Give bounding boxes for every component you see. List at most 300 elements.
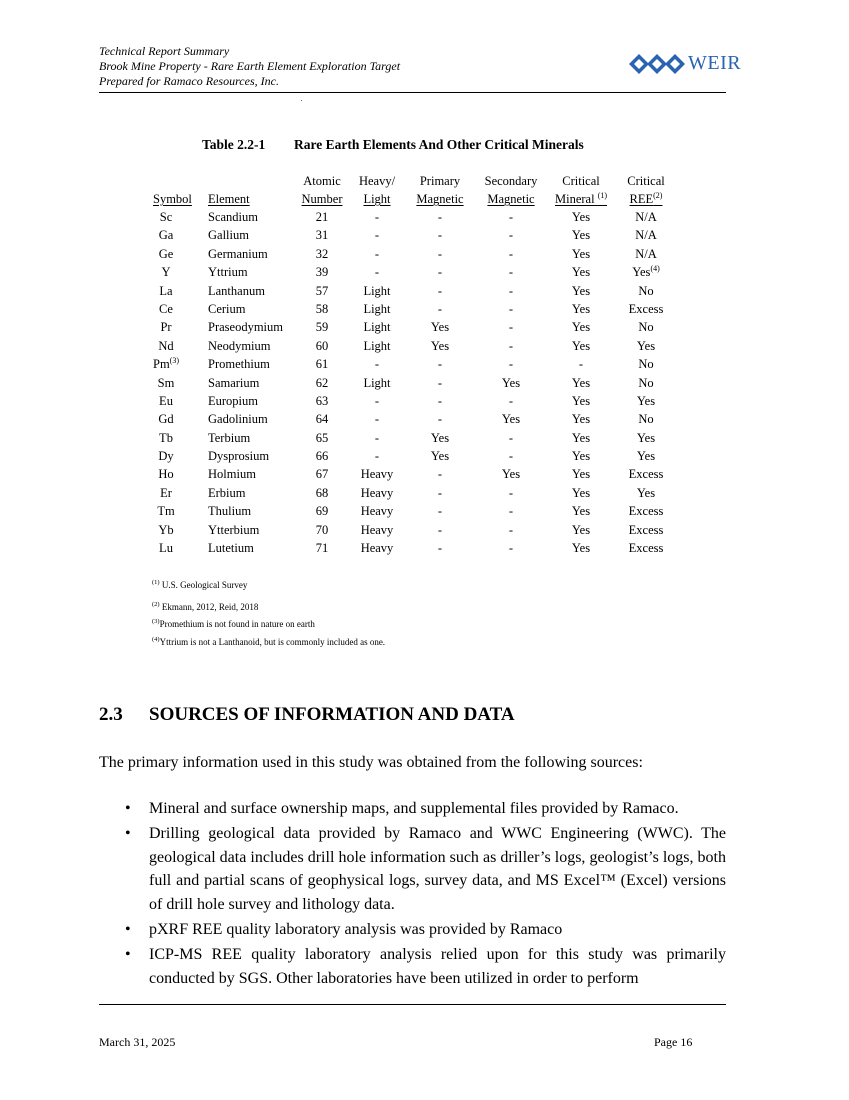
cell-symbol-text: Tb — [159, 430, 173, 445]
cell-heavy-light-text: - — [374, 412, 380, 427]
cell-heavy-light — [361, 484, 394, 502]
cell-primary-magnetic — [438, 502, 442, 520]
cell-critical-mineral-text: Yes — [571, 393, 591, 408]
cell-symbol — [158, 447, 173, 465]
cell-atomic-number-text: 66 — [315, 449, 329, 464]
header-critical: Critical — [562, 174, 600, 188]
cell-symbol — [159, 245, 174, 263]
cell-critical-ree-text: Excess — [628, 522, 664, 537]
footnote — [152, 580, 247, 590]
header-element: Element — [208, 192, 250, 206]
cell-element — [208, 300, 246, 318]
cell-critical-ree-text: Yes — [636, 485, 656, 500]
section-intro: The primary information used in this study was obtained from the following sources: — [99, 754, 643, 771]
cell-heavy-light-text: Heavy — [360, 522, 394, 537]
cell-heavy-light — [375, 392, 379, 410]
cell-critical-ree — [637, 429, 655, 447]
cell-primary-magnetic — [438, 410, 442, 428]
cell-element-text: Dysprosium — [208, 449, 270, 464]
cell-critical-ree-text: No — [638, 412, 654, 427]
cell-symbol — [161, 263, 170, 281]
cell-critical-mineral-text: Yes — [571, 210, 591, 224]
cell-primary-magnetic — [438, 263, 442, 281]
header-critical-mineral — [555, 190, 607, 208]
header-critical-ree — [630, 190, 663, 208]
cell-heavy-light-text: Heavy — [360, 485, 394, 500]
cell-atomic-number — [316, 282, 329, 300]
cell-critical-mineral — [572, 502, 590, 520]
cell-element-text: Promethium — [208, 357, 270, 372]
cell-heavy-light-text: Light — [363, 301, 391, 316]
cell-heavy-light — [361, 521, 394, 539]
cell-element-text: Yttrium — [208, 265, 248, 280]
cell-heavy-light-text: Heavy — [360, 467, 394, 482]
cell-element — [208, 465, 256, 483]
cell-primary-magnetic — [431, 429, 449, 447]
cell-atomic-number-text: 68 — [315, 485, 329, 500]
cell-primary-magnetic — [438, 484, 442, 502]
cell-secondary-magnetic-text: - — [508, 320, 514, 335]
cell-heavy-light — [375, 410, 379, 428]
cell-critical-ree-text: Yes — [636, 449, 656, 464]
cell-heavy-light-text: - — [374, 430, 380, 445]
cell-atomic-number-text: 58 — [315, 301, 329, 316]
cell-atomic-number — [316, 318, 329, 336]
cell-symbol — [159, 429, 173, 447]
cell-symbol-text: Ge — [158, 246, 174, 261]
cell-critical-ree-text: No — [638, 320, 654, 335]
cell-atomic-number — [316, 337, 329, 355]
cell-primary-magnetic — [438, 300, 442, 318]
cell-secondary-magnetic-text: - — [508, 210, 514, 224]
bullet-icon: • — [125, 945, 131, 963]
cell-critical-ree — [637, 447, 655, 465]
cell-secondary-magnetic — [502, 410, 520, 428]
cell-atomic-number — [316, 521, 329, 539]
cell-primary-magnetic-text: - — [437, 283, 443, 298]
cell-secondary-magnetic — [509, 429, 513, 447]
cell-symbol-text: Tm — [157, 504, 175, 519]
cell-secondary-magnetic-text: - — [508, 522, 514, 537]
cell-critical-mineral-text: Yes — [571, 265, 591, 280]
cell-heavy-light-text: Light — [363, 283, 391, 298]
cell-primary-magnetic — [438, 208, 442, 226]
cell-primary-magnetic — [438, 392, 442, 410]
cell-critical-ree — [638, 410, 653, 428]
cell-atomic-number — [316, 539, 329, 557]
header-secondary-magnetic: Magnetic — [487, 192, 535, 206]
cell-critical-ree-text: Excess — [628, 467, 664, 482]
cell-symbol — [157, 502, 174, 520]
cell-heavy-light — [375, 226, 379, 244]
cell-critical-ree — [638, 318, 653, 336]
cell-critical-mineral — [572, 392, 590, 410]
cell-secondary-magnetic — [509, 539, 513, 557]
footnote-text: Ekmann, 2012, Reid, 2018 — [159, 602, 259, 612]
cell-critical-ree — [635, 245, 657, 263]
cell-element-text: Neodymium — [208, 338, 271, 353]
cell-primary-magnetic-text: - — [437, 228, 443, 243]
cell-element-text: Thulium — [208, 504, 252, 519]
cell-critical-ree-text: Yes — [636, 393, 656, 408]
cell-secondary-magnetic-text: Yes — [501, 412, 521, 427]
cell-symbol-text: Pm — [152, 357, 170, 372]
cell-atomic-number — [316, 226, 329, 244]
cell-critical-ree-text: Excess — [628, 504, 664, 519]
cell-secondary-magnetic-text: - — [508, 393, 514, 408]
cell-critical-mineral — [572, 300, 590, 318]
section-title: SOURCES OF INFORMATION AND DATA — [149, 704, 515, 725]
cell-element — [208, 447, 269, 465]
footnote — [152, 637, 385, 647]
cell-primary-magnetic — [438, 355, 442, 373]
cell-critical-mineral-text: Yes — [571, 338, 591, 353]
cell-critical-mineral — [572, 410, 590, 428]
cell-heavy-light-text: Light — [363, 320, 391, 335]
cell-atomic-number — [316, 410, 329, 428]
cell-symbol — [159, 300, 173, 318]
cell-critical-mineral — [572, 539, 590, 557]
cell-critical-ree — [638, 282, 653, 300]
cell-element-text: Erbium — [208, 485, 246, 500]
cell-critical-mineral-text: Yes — [571, 522, 591, 537]
cell-atomic-number — [316, 208, 329, 226]
cell-critical-ree — [637, 337, 655, 355]
header-secondary: Secondary — [484, 174, 538, 188]
cell-heavy-light — [375, 355, 379, 373]
cell-symbol-text: Sc — [159, 210, 173, 224]
cell-primary-magnetic-text: - — [437, 357, 443, 372]
footnote-mark: (1) — [152, 579, 160, 586]
cell-critical-ree-sup: (4) — [650, 264, 660, 274]
cell-heavy-light-text: Light — [363, 375, 391, 390]
cell-symbol-text: Gd — [158, 412, 174, 427]
cell-secondary-magnetic — [509, 282, 513, 300]
weir-diamonds-icon — [628, 53, 686, 75]
cell-critical-mineral-text: Yes — [571, 430, 591, 445]
cell-secondary-magnetic — [509, 337, 513, 355]
cell-primary-magnetic — [438, 521, 442, 539]
cell-secondary-magnetic-text: Yes — [501, 375, 521, 390]
footnote-mark: (3) — [152, 618, 160, 625]
cell-element-text: Holmium — [208, 467, 256, 482]
cell-critical-mineral — [572, 465, 590, 483]
cell-heavy-light-text: - — [374, 449, 380, 464]
cell-primary-magnetic — [438, 374, 442, 392]
cell-symbol-text: Yb — [158, 522, 174, 537]
cell-critical-mineral — [572, 374, 590, 392]
cell-heavy-light-text: - — [374, 265, 380, 280]
cell-atomic-number-text: 21 — [315, 210, 329, 224]
cell-critical-ree — [638, 355, 653, 373]
cell-heavy-light — [375, 208, 379, 226]
cell-element — [208, 355, 270, 373]
header-heavy: Heavy/ — [358, 174, 396, 188]
cell-heavy-light — [361, 539, 394, 557]
cell-critical-mineral-text: Yes — [571, 541, 591, 556]
cell-critical-ree-text: Yes — [632, 265, 651, 280]
cell-critical-mineral — [572, 318, 590, 336]
cell-secondary-magnetic — [509, 245, 513, 263]
cell-secondary-magnetic — [509, 447, 513, 465]
bullet-icon: • — [125, 920, 131, 938]
cell-critical-mineral — [572, 282, 590, 300]
header-primary: Primary — [419, 174, 461, 188]
cell-element-text: Praseodymium — [208, 320, 283, 335]
footer-date: March 31, 2025 — [99, 1035, 176, 1049]
cell-secondary-magnetic — [509, 392, 513, 410]
cell-critical-ree — [629, 521, 664, 539]
header-dot — [301, 100, 302, 101]
cell-secondary-magnetic — [509, 226, 513, 244]
cell-atomic-number — [316, 447, 329, 465]
cell-atomic-number — [316, 300, 329, 318]
list-item — [99, 943, 726, 991]
cell-primary-magnetic-text: - — [437, 504, 443, 519]
cell-critical-ree-text: N/A — [635, 228, 657, 243]
cell-critical-ree — [635, 208, 657, 226]
cell-secondary-magnetic — [509, 318, 513, 336]
cell-critical-ree — [632, 263, 660, 281]
cell-critical-ree-text: No — [638, 375, 654, 390]
cell-critical-ree — [629, 539, 664, 557]
cell-primary-magnetic — [438, 282, 442, 300]
cell-symbol — [159, 282, 172, 300]
cell-critical-ree-text: No — [638, 357, 654, 372]
cell-element-text: Lanthanum — [208, 283, 265, 298]
cell-critical-mineral-text: Yes — [571, 375, 591, 390]
cell-element — [208, 245, 268, 263]
weir-logo-text: WEIR — [688, 52, 742, 74]
cell-atomic-number — [316, 484, 329, 502]
cell-secondary-magnetic-text: - — [508, 449, 514, 464]
cell-primary-magnetic-text: Yes — [430, 320, 450, 335]
cell-secondary-magnetic-text: - — [508, 430, 514, 445]
cell-critical-mineral-text: Yes — [571, 228, 591, 243]
cell-heavy-light — [363, 300, 390, 318]
cell-heavy-light — [375, 263, 379, 281]
list-item-text: Mineral and surface ownership maps, and supplemental files provided by Ramaco. — [149, 800, 679, 817]
cell-primary-magnetic — [431, 318, 449, 336]
cell-symbol-text: Eu — [159, 393, 173, 408]
cell-critical-ree — [635, 226, 657, 244]
cell-symbol — [158, 410, 173, 428]
cell-symbol-text: Ga — [158, 228, 174, 243]
cell-primary-magnetic-text: - — [437, 467, 443, 482]
cell-primary-magnetic — [438, 539, 442, 557]
cell-critical-ree-text: N/A — [635, 210, 657, 224]
cell-critical-ree — [629, 502, 664, 520]
list-item-text: Drilling geological data provided by Ramaco and WWC Engineering (WWC). The geological data includes drill hole information such as driller’s logs, geologist’s logs, both full and partial scans of geophysical logs, survey data, and MS Excel™ (Excel) versions of drill hole survey and lithology data. — [149, 824, 726, 914]
list-item — [99, 822, 726, 917]
list-item-text: ICP-MS REE quality laboratory analysis relied upon for this study was primarily conducted by SGS. Other laboratories have been utilized in order to perform — [149, 945, 726, 987]
cell-symbol — [158, 337, 173, 355]
cell-element — [208, 502, 251, 520]
weir-logo — [628, 52, 741, 75]
cell-critical-ree-text: Yes — [636, 430, 656, 445]
cell-primary-magnetic-text: - — [437, 522, 443, 537]
cell-heavy-light — [363, 282, 390, 300]
cell-heavy-light-text: - — [374, 246, 380, 261]
footnote-text: U.S. Geological Survey — [159, 580, 248, 590]
header-atomic: Atomic — [303, 174, 341, 188]
cell-critical-mineral — [572, 337, 590, 355]
cell-symbol-text: Pr — [160, 320, 172, 335]
footnote-mark: (4) — [152, 636, 160, 643]
cell-heavy-light — [363, 374, 390, 392]
header-number: Number — [301, 192, 343, 206]
cell-critical-ree — [637, 392, 655, 410]
cell-symbol-text: La — [159, 283, 173, 298]
cell-primary-magnetic-text: - — [437, 265, 443, 280]
cell-symbol-text: Ho — [158, 467, 174, 482]
cell-secondary-magnetic-text: - — [508, 265, 514, 280]
sources-list — [99, 797, 726, 991]
cell-heavy-light-text: - — [374, 393, 380, 408]
cell-heavy-light — [361, 502, 394, 520]
cell-primary-magnetic-text: - — [437, 541, 443, 556]
cell-primary-magnetic — [438, 465, 442, 483]
cell-secondary-magnetic — [509, 521, 513, 539]
cell-heavy-light-text: Heavy — [360, 541, 394, 556]
cell-secondary-magnetic — [502, 465, 520, 483]
cell-atomic-number-text: 64 — [315, 412, 329, 427]
cell-secondary-magnetic-text: - — [508, 246, 514, 261]
cell-element — [208, 318, 283, 336]
cell-critical-mineral — [572, 521, 590, 539]
cell-atomic-number-text: 57 — [315, 283, 329, 298]
cell-atomic-number-text: 70 — [315, 522, 329, 537]
cell-element-text: Terbium — [208, 430, 251, 445]
cell-element-text: Samarium — [208, 375, 260, 390]
cell-atomic-number-text: 32 — [315, 246, 329, 261]
cell-symbol — [158, 374, 175, 392]
cell-critical-mineral — [572, 208, 590, 226]
footnote-mark: (2) — [152, 601, 160, 608]
cell-element-text: Germanium — [208, 246, 268, 261]
cell-element — [208, 539, 254, 557]
cell-atomic-number-text: 59 — [315, 320, 329, 335]
cell-secondary-magnetic — [509, 263, 513, 281]
cell-element — [208, 374, 259, 392]
cell-symbol-text: Lu — [159, 541, 173, 556]
cell-atomic-number-text: 39 — [315, 265, 329, 280]
cell-element — [208, 521, 259, 539]
cell-atomic-number-text: 67 — [315, 467, 329, 482]
cell-element — [208, 226, 249, 244]
cell-heavy-light — [361, 465, 394, 483]
cell-critical-ree-text: N/A — [635, 246, 657, 261]
cell-primary-magnetic — [431, 337, 449, 355]
cell-element-text: Cerium — [208, 301, 246, 316]
cell-symbol — [158, 465, 173, 483]
cell-secondary-magnetic-text: - — [508, 283, 514, 298]
cell-primary-magnetic-text: Yes — [430, 338, 450, 353]
cell-symbol-text: Dy — [158, 449, 174, 464]
cell-atomic-number — [316, 429, 329, 447]
cell-atomic-number-text: 69 — [315, 504, 329, 519]
header-divider — [99, 92, 726, 93]
cell-atomic-number — [316, 502, 329, 520]
cell-secondary-magnetic-text: - — [508, 338, 514, 353]
cell-atomic-number — [316, 355, 329, 373]
cell-critical-mineral-text: Yes — [571, 246, 591, 261]
header-report-type: Technical Report Summary — [99, 44, 230, 58]
cell-critical-ree — [629, 465, 664, 483]
cell-primary-magnetic-text: - — [437, 246, 443, 261]
cell-symbol — [159, 392, 173, 410]
cell-critical-ree-text: Yes — [636, 338, 656, 353]
cell-primary-magnetic-text: - — [437, 301, 443, 316]
cell-secondary-magnetic — [509, 355, 513, 373]
bullet-icon: • — [125, 824, 131, 842]
cell-heavy-light-text: - — [374, 357, 380, 372]
section-heading — [99, 704, 515, 726]
cell-primary-magnetic-text: - — [437, 412, 443, 427]
cell-secondary-magnetic-text: - — [508, 301, 514, 316]
cell-primary-magnetic — [431, 447, 449, 465]
cell-element — [208, 429, 250, 447]
cell-symbol — [159, 226, 174, 244]
header-light: Light — [363, 192, 391, 206]
table-caption: Rare Earth Elements And Other Critical Minerals — [294, 137, 584, 152]
cell-heavy-light — [363, 337, 390, 355]
cell-primary-magnetic — [438, 245, 442, 263]
cell-heavy-light-text: - — [374, 210, 380, 224]
cell-secondary-magnetic — [509, 502, 513, 520]
cell-primary-magnetic-text: - — [437, 393, 443, 408]
cell-element — [208, 484, 246, 502]
cell-symbol-sup: (3) — [169, 356, 180, 366]
cell-secondary-magnetic — [509, 484, 513, 502]
header-symbol: Symbol — [153, 192, 192, 206]
cell-critical-ree-text: Excess — [628, 301, 664, 316]
cell-secondary-magnetic-text: - — [508, 357, 514, 372]
cell-critical-mineral-text: Yes — [571, 301, 591, 316]
cell-element — [208, 282, 265, 300]
cell-primary-magnetic-text: Yes — [430, 449, 450, 464]
cell-element-text: Scandium — [208, 210, 258, 224]
cell-heavy-light-text: Heavy — [360, 504, 394, 519]
cell-secondary-magnetic-text: - — [508, 504, 514, 519]
footnote-text: Yttrium is not a Lanthanoid, but is commonly included as one. — [159, 637, 386, 647]
cell-atomic-number-text: 31 — [315, 228, 329, 243]
cell-atomic-number — [316, 263, 329, 281]
cell-symbol — [153, 355, 179, 373]
cell-critical-mineral-text: Yes — [571, 320, 591, 335]
cell-symbol — [160, 484, 172, 502]
cell-critical-mineral-text: Yes — [571, 283, 591, 298]
footnote — [152, 619, 315, 629]
cell-secondary-magnetic — [502, 374, 520, 392]
footer-divider — [99, 1004, 726, 1005]
header-property: Brook Mine Property - Rare Earth Element Exploration Target — [99, 59, 401, 73]
footnote — [152, 602, 258, 612]
cell-critical-mineral — [572, 263, 590, 281]
cell-symbol — [159, 539, 173, 557]
list-item — [99, 797, 726, 821]
cell-critical-mineral-text: - — [578, 357, 584, 372]
cell-element-text: Gadolinium — [208, 412, 268, 427]
cell-primary-magnetic — [438, 226, 442, 244]
cell-critical-mineral-text: Yes — [571, 412, 591, 427]
cell-critical-mineral — [572, 226, 590, 244]
cell-atomic-number-text: 71 — [315, 541, 329, 556]
footnote-text: Promethium is not found in nature on earth — [159, 619, 315, 629]
section-number: 2.3 — [99, 704, 123, 725]
cell-primary-magnetic-text: - — [437, 375, 443, 390]
cell-critical-ree-text: No — [638, 283, 654, 298]
